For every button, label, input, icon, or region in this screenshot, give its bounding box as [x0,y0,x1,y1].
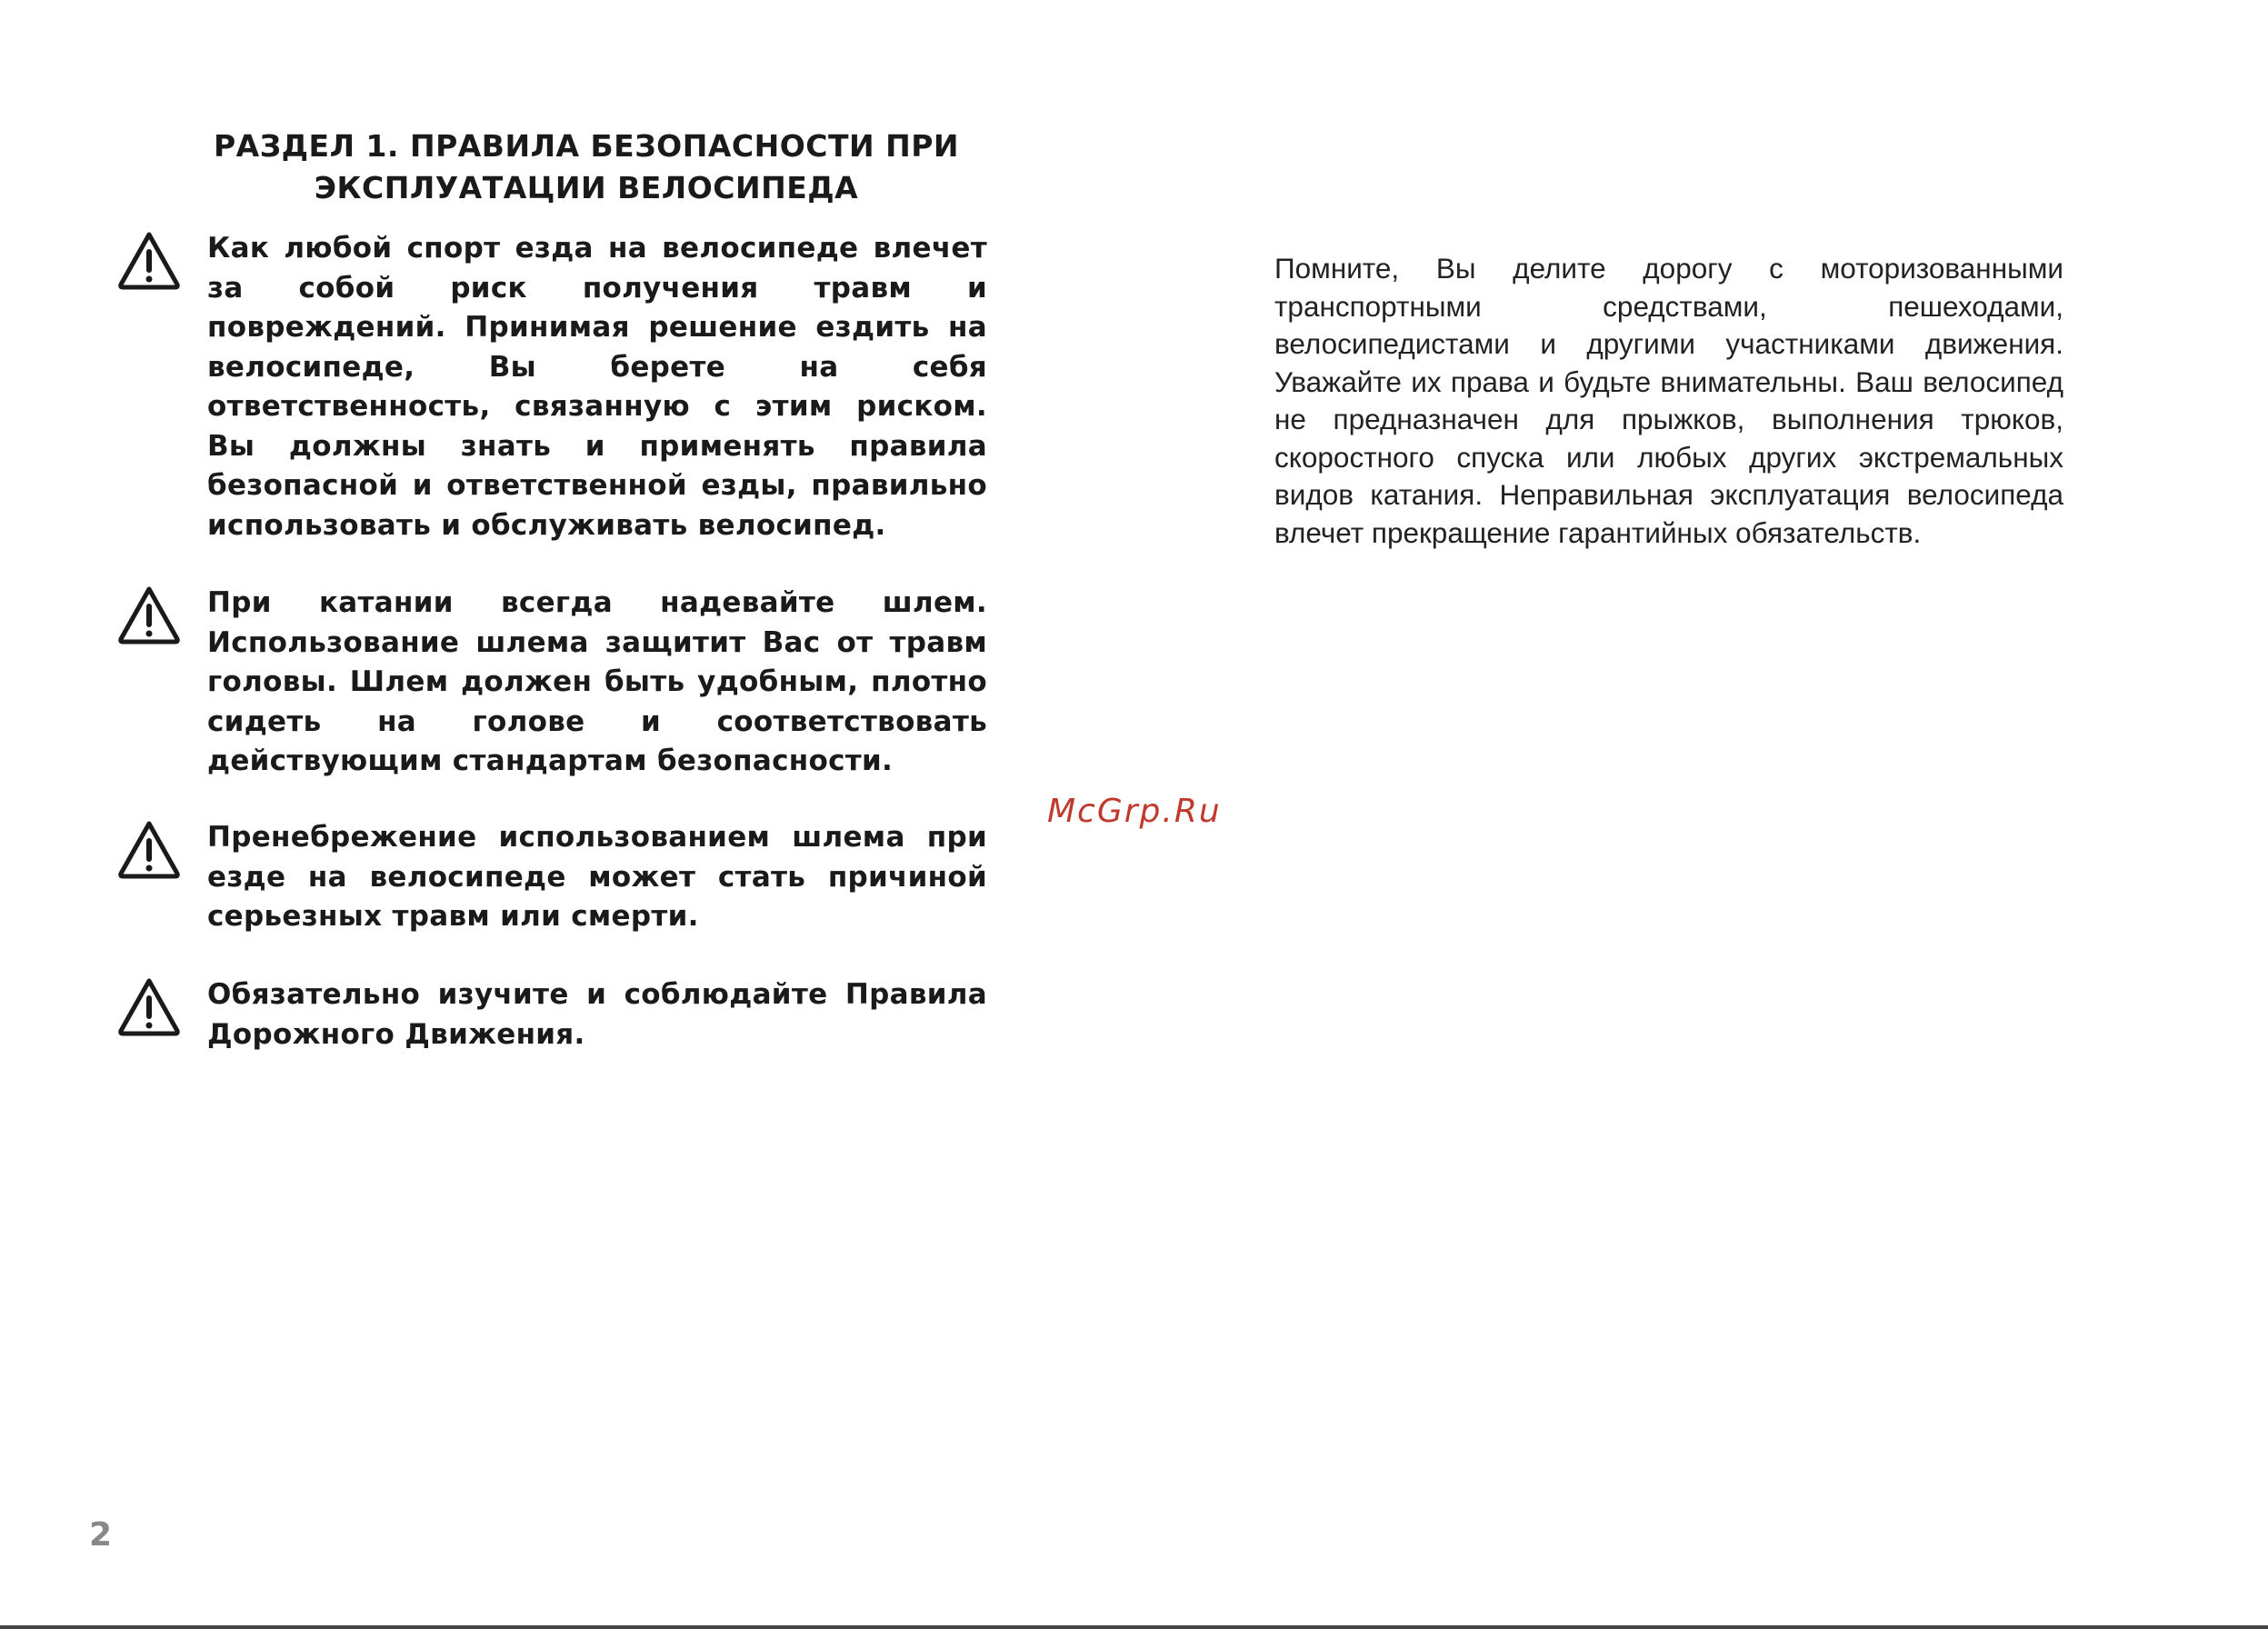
warning-text: Пренебрежение использованием шлема при езде на велосипеде может стать причиной серьезных травм или смерти. [207,821,987,933]
bottom-divider [0,1625,2268,1629]
watermark: McGrp.Ru [1047,793,1222,830]
warning-triangle-icon [116,818,182,880]
right-column-text: Помните, Вы делите дорогу с моторизованными транспортными средствами, пешеходами, велосипедистами и другими участниками движения. Уважайте их права и будьте внимательны. Ваш велосипед не предназначен для прыжков, выполнения трюков, скоростного спуска или любых других экстремальных видов катания. Неправильная эксплуатация велосипеда влечет прекращение гарантийных обязательств. [1274,252,2063,549]
warning-text: При катании всегда надевайте шлем. Использование шлема защитит Вас от травм головы. Шлем должен быть удобным, плотно сидеть на голове и соответствовать действующим стандартам безопасности. [207,586,987,777]
section-title [164,125,1009,209]
warning-triangle-icon [116,584,182,645]
section-title-line-2: ЭКСПЛУАТАЦИИ ВЕЛОСИПЕДА [314,170,859,205]
page-number: 2 [89,1516,113,1554]
warning-triangle-icon [116,229,182,291]
section-title-line-1: РАЗДЕЛ 1. ПРАВИЛА БЕЗОПАСНОСТИ ПРИ [213,128,960,164]
warning-triangle-icon [116,975,182,1037]
warning-text: Как любой спорт езда на велосипеде влечет за собой риск получения травм и повреждений. Принимая решение ездить на велосипеде, Вы берете на себя ответственность, связанную с этим риском. Вы должны знать и применять правила безопасной и ответственной езды, правильно использовать и обслуживать велосипед. [207,232,987,542]
warning-text: Обязательно изучите и соблюдайте Правила Дорожного Движения. [207,978,987,1051]
